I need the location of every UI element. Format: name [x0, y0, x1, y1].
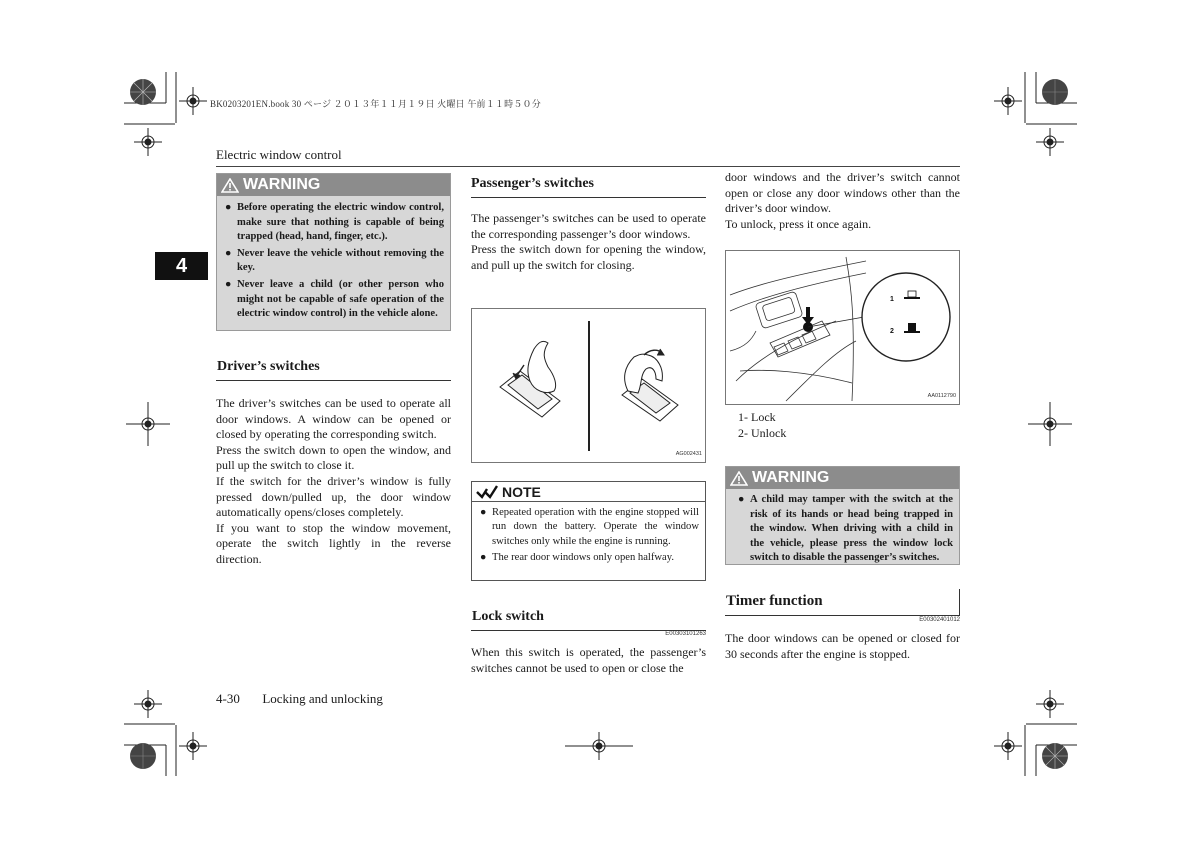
warning-triangle-icon — [221, 178, 239, 193]
warning-box-1 — [216, 173, 451, 331]
note-item: ● Repeated operation with the engine stopped will run down the battery. Operate the window switches only while the engine is running. — [480, 507, 699, 547]
paragraph: The passenger’s switches can be used to operate the corresponding passenger’s door windows. — [471, 211, 706, 241]
bullet-icon: ● — [225, 202, 232, 213]
section-code: E00303101263 — [665, 631, 706, 637]
chapter-tab: 4 — [155, 252, 208, 280]
paragraph: To unlock, press it once again. — [725, 216, 872, 231]
section-rule — [216, 380, 451, 381]
switch-illustration — [472, 309, 705, 462]
warning-label: WARNING — [243, 176, 321, 193]
passengers-body — [471, 211, 706, 273]
print-info: BK0203201EN.book 30 ページ ２０１３年１１月１９日 火曜日 午前１１時５０分 — [210, 99, 541, 109]
lock-switch-figure — [725, 250, 960, 405]
legend-item-unlock: 2- Unlock — [738, 425, 787, 440]
page-footer — [216, 691, 383, 707]
paragraph: When this switch is operated, the passenger’s switches cannot be used to open or close the — [471, 645, 706, 675]
paragraph: Press the switch down to open the window, and pull up the switch to close it. — [216, 442, 451, 473]
note-item: ● The rear door windows only open halfway. — [478, 551, 699, 565]
paragraph: Press the switch down for opening the window, and pull up the switch for closing. — [471, 242, 706, 272]
drivers-body — [216, 396, 451, 568]
warning-header — [726, 467, 959, 489]
warning-list — [726, 489, 959, 574]
section-rule — [725, 615, 960, 616]
warning-list — [217, 196, 450, 330]
note-header — [472, 482, 705, 502]
paragraph: The door windows can be opened or closed for 30 seconds after the engine is stopped. — [725, 631, 960, 661]
note-label: NOTE — [502, 483, 541, 500]
lock-switch-continued — [725, 170, 960, 232]
figure-code: AG002431 — [675, 451, 702, 457]
bullet-icon: ● — [225, 247, 232, 259]
page-number: 4-30 — [216, 691, 240, 706]
bullet-icon: ● — [738, 494, 745, 505]
door-panel-illustration — [726, 251, 959, 404]
figure-code: AA0112790 — [927, 393, 956, 399]
warning-item: ● Never leave the vehicle without removing the key. — [225, 247, 444, 274]
warning-item: ● A child may tamper with the switch at the risk of its hands or head being trapped in the window. When driving with a child in the vehicle, please press the window lock switch to disable the passenger’s switches. — [738, 494, 953, 564]
figure-label-2: 2 — [890, 328, 894, 335]
section-heading-drivers: Driver’s switches — [217, 359, 320, 374]
warning-triangle-icon — [730, 471, 748, 486]
footer-section: Locking and unlocking — [262, 691, 383, 706]
bullet-icon: ● — [225, 278, 232, 290]
note-list — [472, 502, 705, 572]
paragraph: If the switch for the driver’s window is fully pressed down/pulled up, the door window automatically opens/closes completely. — [216, 473, 451, 520]
bullet-icon: ● — [480, 507, 487, 518]
warning-item: ● Never leave a child (or other person who might not be capable of safe operation of the electric window control) in the vehicle alone. — [225, 278, 444, 320]
warning-item: ● Before operating the electric window control, make sure that nothing is capable of being trapped (head, hand, finger, etc.). — [225, 202, 444, 243]
lock-switch-body — [471, 645, 706, 676]
note-box — [471, 481, 706, 581]
header-rule — [216, 166, 960, 167]
warning-header — [217, 174, 450, 196]
section-side-rule — [959, 589, 960, 616]
section-heading-lock-switch: Lock switch — [472, 609, 544, 624]
figure-legend — [738, 410, 786, 441]
paragraph: The driver’s switches can be used to operate all door windows. A window can be opened or closed by operating the corresponding switch. — [216, 396, 451, 442]
bullet-icon: ● — [480, 552, 487, 564]
section-code: E00302401012 — [919, 617, 960, 623]
warning-label: WARNING — [752, 469, 830, 486]
note-check-icon — [476, 485, 498, 499]
figure-label-1: 1 — [890, 296, 894, 303]
paragraph: door windows and the driver’s switch cannot open or close any door windows other than the driver’s door window. — [725, 170, 960, 216]
page-header-title: Electric window control — [216, 147, 342, 162]
section-rule — [471, 197, 706, 198]
timer-body — [725, 631, 960, 662]
passenger-switch-figure — [471, 308, 706, 463]
paragraph: If you want to stop the window movement, operate the switch lightly in the reverse direction. — [216, 520, 451, 566]
section-heading-passengers: Passenger’s switches — [471, 176, 594, 191]
legend-item-lock: 1- Lock — [738, 410, 776, 424]
section-heading-timer: Timer function — [726, 593, 823, 609]
warning-box-2 — [725, 466, 960, 565]
